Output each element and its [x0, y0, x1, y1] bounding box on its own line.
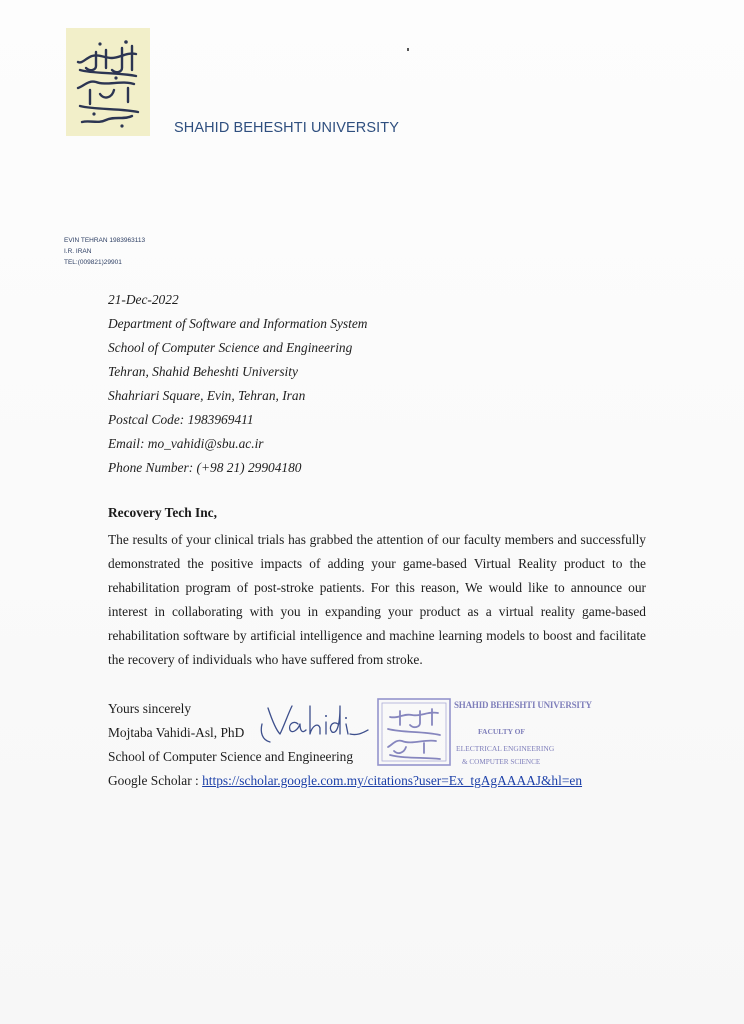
university-name: SHAHID BEHESHTI UNIVERSITY — [174, 120, 399, 136]
address-line: TEL:(009821)29901 — [64, 259, 122, 266]
stamp-department-text-2: & COMPUTER SCIENCE — [462, 758, 541, 766]
letter-body: The results of your clinical trials has grabbed the attention of our faculty members and successfully demonstrated the positive impacts of adding your game-based Virtual Reality product to the rehabilitation program of post-stroke patients. For this reason, We would like to announce our interest in collaborating with you in expanding your product as a virtual reality game-based rehabilitation software by artificial intelligence and machine learning models to boost and facilitate the recovery of individuals who have suffered from stroke. — [108, 532, 646, 667]
signatory-school: School of Computer Science and Engineering — [108, 749, 354, 764]
sender-email: Email: mo_vahidi@sbu.ac.ir — [108, 436, 264, 451]
google-scholar-label: Google Scholar : — [108, 773, 203, 788]
signatory-name: Mojtaba Vahidi-Asl, PhD — [108, 725, 245, 740]
letter-date: 21-Dec-2022 — [108, 292, 179, 307]
stamp-faculty-text: FACULTY OF — [478, 727, 526, 736]
google-scholar-link[interactable]: https://scholar.google.com.my/citations?user=Ex_tgAgAAAAJ&hl=en — [202, 773, 583, 788]
stamp-department-text: ELECTRICAL ENGINEERING — [456, 744, 555, 753]
letterhead-address — [64, 235, 145, 268]
faculty-stamp-logo — [376, 697, 452, 767]
sender-school: School of Computer Science and Engineering — [108, 340, 353, 355]
recipient-salutation: Recovery Tech Inc, — [108, 505, 217, 520]
sender-block — [108, 288, 367, 480]
closing-salutation: Yours sincerely — [108, 701, 192, 716]
sender-postal-code: Postcal Code: 1983969411 — [108, 412, 254, 427]
sender-street: Shahriari Square, Evin, Tehran, Iran — [108, 388, 306, 403]
university-logo — [66, 28, 150, 136]
sender-department: Department of Software and Information System — [108, 316, 368, 331]
address-line: EVIN TEHRAN 1983963113 — [64, 237, 146, 244]
sender-city: Tehran, Shahid Beheshti University — [108, 364, 298, 379]
address-line: I.R. IRAN — [64, 248, 92, 255]
sender-phone: Phone Number: (+98 21) 29904180 — [108, 460, 302, 475]
google-scholar-line — [108, 769, 582, 793]
stamp-university-text: SHAHID BEHESHTI UNIVERSITY — [454, 700, 592, 710]
paper-speck — [407, 48, 409, 51]
handwritten-signature — [258, 700, 378, 748]
